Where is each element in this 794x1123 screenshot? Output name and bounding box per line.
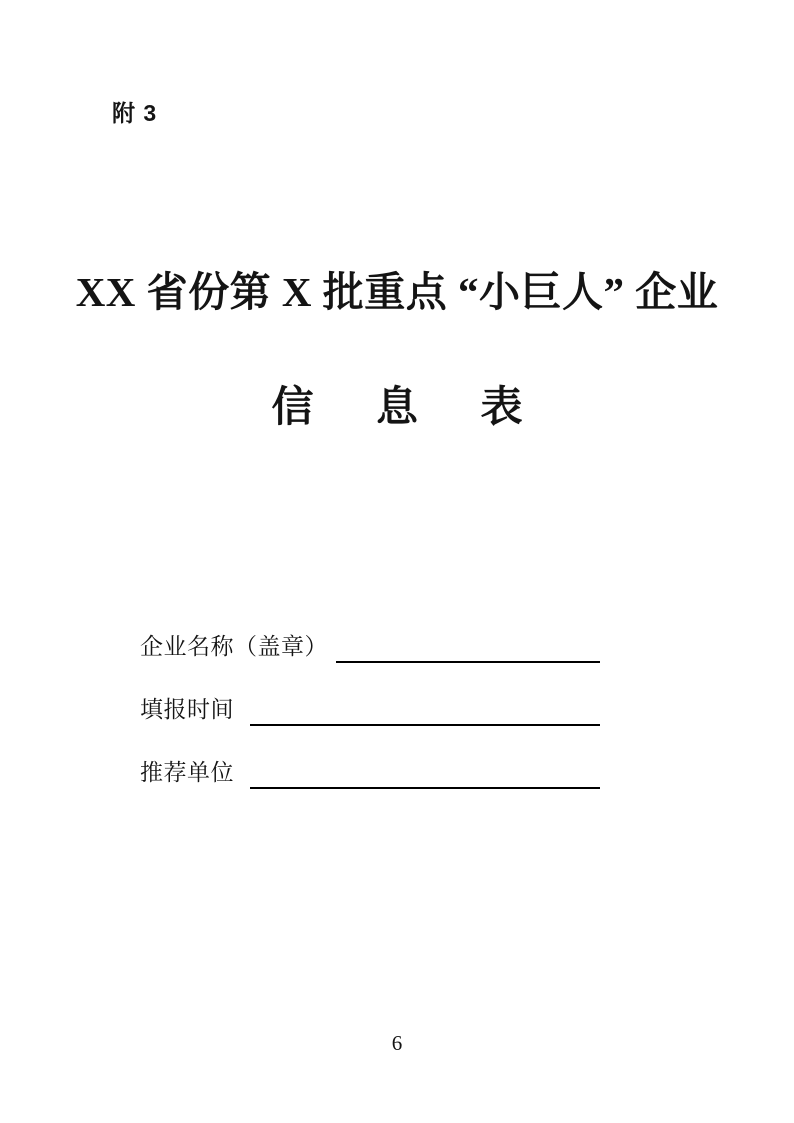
fill-date-blank[interactable] bbox=[250, 694, 600, 726]
attachment-number: 附 3 bbox=[112, 100, 158, 126]
fill-date-label: 填报时间 bbox=[140, 697, 234, 722]
recommending-unit-label: 推荐单位 bbox=[140, 760, 234, 785]
company-name-label: 企业名称（盖章） bbox=[140, 634, 328, 659]
page-number: 6 bbox=[391, 1031, 403, 1055]
recommending-unit-blank[interactable] bbox=[250, 757, 600, 789]
form-fields bbox=[140, 631, 600, 789]
company-name-blank[interactable] bbox=[336, 631, 600, 663]
field-row-recommending-unit bbox=[140, 757, 600, 789]
field-row-fill-date bbox=[140, 694, 600, 726]
document-title-line2: 信 息 表 bbox=[271, 385, 523, 431]
field-row-company-name bbox=[140, 631, 600, 663]
document-title-line1: XX 省份第 X 批重点 “小巨人” 企业 bbox=[75, 269, 719, 315]
